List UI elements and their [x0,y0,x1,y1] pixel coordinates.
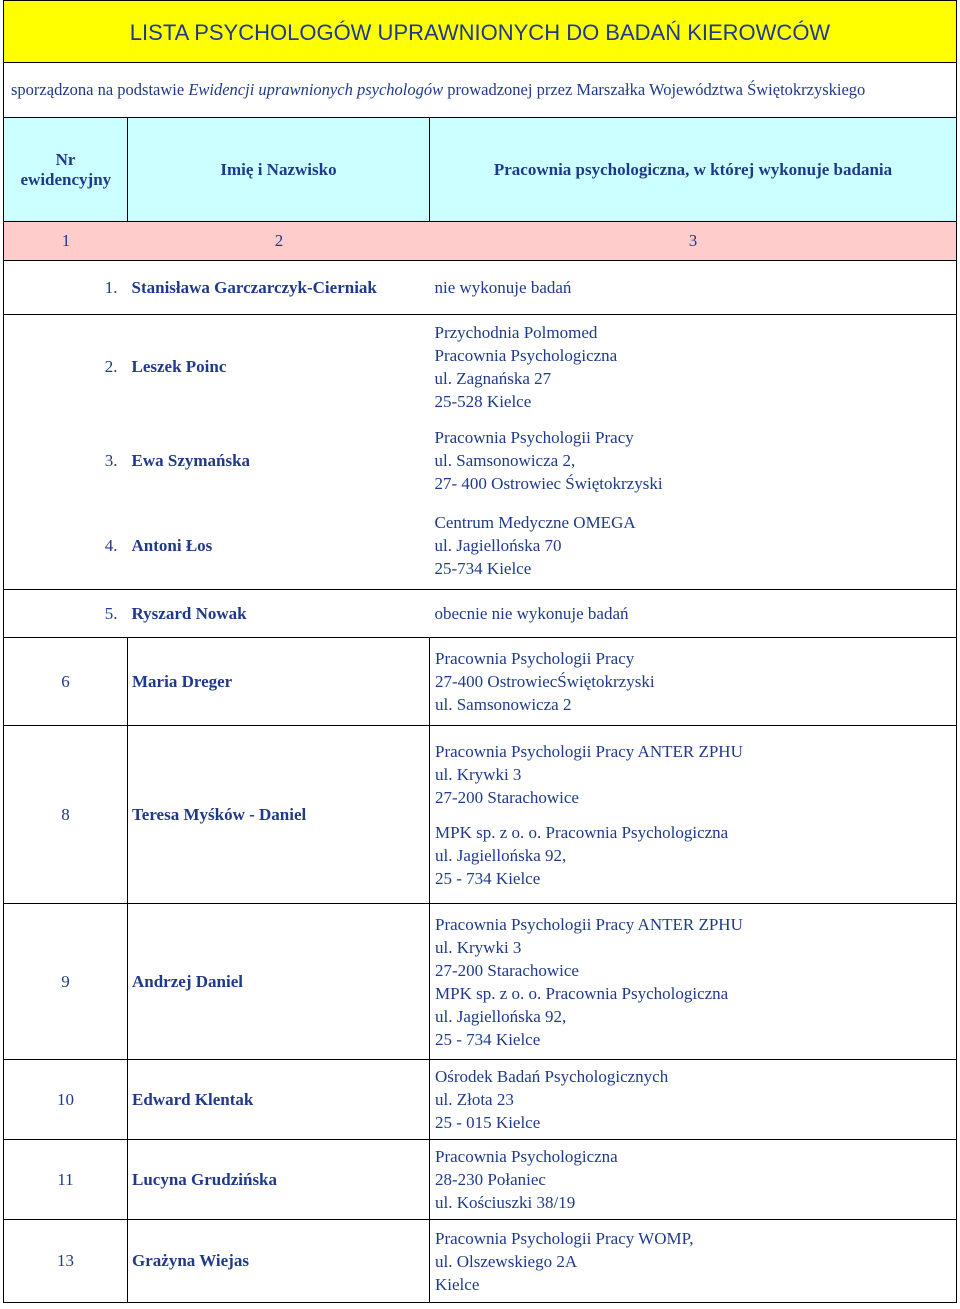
place-line: MPK sp. z o. o. Pracownia Psychologiczna [435,983,729,1003]
row-place [430,1220,957,1303]
place-line [435,809,956,821]
row-place [430,261,957,315]
place-line: Przychodnia Polmomed [434,322,598,342]
row-place [430,1140,957,1220]
table-row [4,261,957,315]
place-line: ul. Kościuszki 38/19 [435,1193,576,1212]
row-place [430,315,957,419]
row-place [430,419,957,503]
subtitle [4,63,957,118]
row-name: Lucyna Grudzińska [128,1140,430,1220]
table-row [4,315,957,419]
row-place [430,1060,957,1140]
column-number-1: 1 [61,231,71,250]
row-place [430,590,957,638]
row-place [430,726,957,904]
row-place [430,638,957,726]
row-name: Ewa Szymańska [131,450,251,470]
place-line: 25-734 Kielce [434,559,532,579]
place-line: ul. Samsonowicza 2, [434,451,576,470]
place-line: ul. Samsonowicza 2 [435,695,572,714]
place-line: ul. Jagiellońska 92, [435,845,567,865]
subtitle-suffix: prowadzonej przez Marszałka Województwa Świętokrzyskiego [447,80,866,99]
row-name: Andrzej Daniel [128,904,430,1060]
place-line: ul. Krywki 3 [435,764,522,784]
row-name: Grażyna Wiejas [128,1220,430,1303]
place-line: MPK sp. z o. o. Pracownia Psychologiczna [435,822,729,842]
subtitle-source: Ewidencji uprawnionych psychologów [188,80,444,99]
subtitle-prefix: sporządzona na podstawie [11,80,185,99]
table-row [4,590,957,638]
row-name: Leszek Poinc [131,356,227,376]
row-name: Stanisława Garczarczyk-Cierniak [128,261,430,315]
place-line: Pracownia Psychologii Pracy ANTER ZPHU [435,741,743,761]
row-nr: 3. [4,419,128,503]
row-nr: 2. [4,315,128,419]
page-title: LISTA PSYCHOLOGÓW UPRAWNIONYCH DO BADAŃ KIEROWCÓW [4,1,957,63]
row-nr: 4. [4,503,128,590]
row-nr: 9 [4,904,128,1060]
place-line: ul. Olszewskiego 2A [435,1251,578,1271]
row-nr: 10 [4,1060,128,1140]
column-number-3: 3 [688,231,698,250]
place-line: 28-230 Połaniec [435,1170,546,1189]
header-place: Pracownia psychologiczna, w której wykonuje badania [430,118,957,222]
place-line: Kielce [435,1274,480,1294]
document-sheet [3,0,957,1303]
place-line: nie wykonuje badań [434,278,572,297]
row-place [430,503,957,590]
place-line: Pracownia Psychologiczna [435,1147,618,1166]
place-line: 27-400 OstrowiecŚwiętokrzyski [435,672,655,691]
place-line: Ośrodek Badań Psychologicznych [435,1067,669,1086]
header-nr-label: Nr ewidencyjny [20,149,112,189]
row-nr: 6 [4,638,128,726]
table-row [4,1140,957,1220]
place-line: 27-200 Starachowice [435,787,579,807]
row-nr: 13 [4,1220,128,1303]
row-name: Antoni Łos [131,535,213,555]
row-name: Ryszard Nowak [128,590,430,638]
place-line: 27-200 Starachowice [435,960,579,980]
table-row [4,726,957,904]
row-place [430,904,957,1060]
row-nr: 5. [4,590,128,638]
place-line: ul. Krywki 3 [435,937,522,957]
table-row [4,419,957,503]
row-nr: 8 [4,726,128,904]
table-row [4,1220,957,1303]
place-line: 25-528 Kielce [434,391,532,411]
header-nr [4,118,128,222]
row-nr: 11 [4,1140,128,1220]
table-row [4,503,957,590]
place-line: 25 - 734 Kielce [435,868,541,888]
place-line: Pracownia Psychologii Pracy [435,649,635,668]
header-row [4,118,957,222]
place-line: obecnie nie wykonuje badań [434,604,629,623]
row-name: Maria Dreger [128,638,430,726]
place-line: Pracownia Psychologiczna [434,345,618,365]
place-line: Pracownia Psychologii Pracy ANTER ZPHU [435,914,743,934]
place-line: 25 - 015 Kielce [435,1113,541,1132]
row-nr: 1. [4,261,128,315]
psychologists-table [3,0,957,1303]
place-line: Centrum Medyczne OMEGA [434,513,636,533]
place-line: ul. Złota 23 [435,1090,514,1109]
row-name: Edward Klentak [128,1060,430,1140]
table-row [4,1060,957,1140]
place-line: Pracownia Psychologii Pracy [434,428,634,447]
place-line: 25 - 734 Kielce [435,1029,541,1049]
row-name: Teresa Myśków - Daniel [128,726,430,904]
header-name: Imię i Nazwisko [128,118,430,222]
place-line: 27- 400 Ostrowiec Świętokrzyski [434,474,663,493]
place-line: ul. Jagiellońska 92, [435,1006,567,1026]
place-line: Pracownia Psychologii Pracy WOMP, [435,1228,694,1248]
column-number-2: 2 [274,231,284,250]
column-number-row [4,222,957,261]
place-line: ul. Zagnańska 27 [434,368,552,388]
place-line: ul. Jagiellońska 70 [434,536,562,556]
table-row [4,904,957,1060]
table-row [4,638,957,726]
